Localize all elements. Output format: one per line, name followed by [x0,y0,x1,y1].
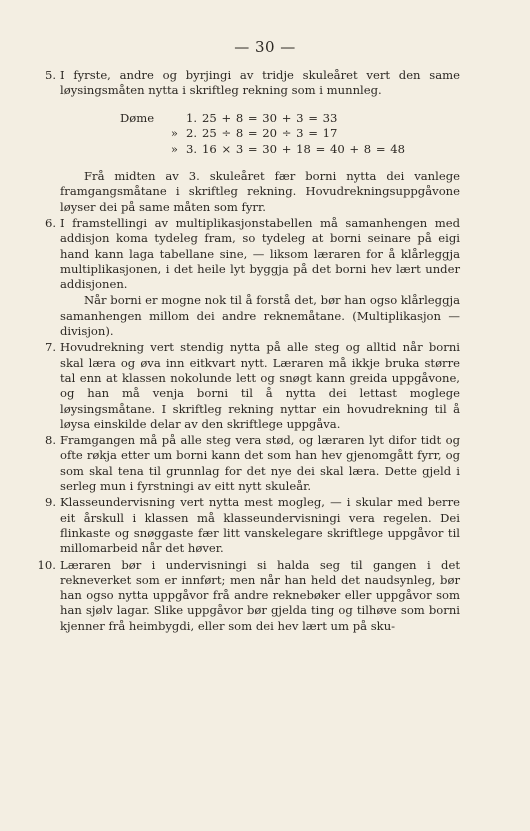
item-number: 5. [44,68,56,82]
item-text: Læraren bør i undervisningi si halda seg til gangen i det rekneverket som er innført; men når han held det naudsynleg, bør han ogso nytta uppgåvor frå andre reknebøker eller uppgåvor som han sjølv lagar. Slike uppgåvor bør gjelda ting og tilhøve som borni kjenner frå heimbygdi, eller som dei hev lært um på sku- [60,557,460,633]
example-expression: 16 × 3 = 30 + 18 = 40 + 8 = 48 [202,141,406,156]
list-item-5 [44,68,460,99]
example-expression: 25 + 8 = 30 + 3 = 33 [202,110,338,125]
list-item-10 [37,557,460,634]
item-number: 10. [37,557,56,572]
list-item-6 [44,215,460,339]
item-text: Hovudrekning vert stendig nytta på alle steg og alltid når borni skal læra og øva inn eitkvart nytt. Læraren må ikkje bruka større tal enn at klassen nokolunde lett og snøgt kann greida uppgåvone, og han må venja borni til å nytta dei lettast moglege løysingsmåtane. I skriftleg rekning nyttar ein hovudrekning til å løysa einskilde delar av den skriftlege uppgåva. [60,340,460,431]
examples-block [60,111,460,158]
item-number: 8. [44,433,56,448]
list-item-7 [44,340,460,432]
example-number: 2. [186,126,198,141]
example-row [60,111,460,127]
list-item-9 [44,495,460,556]
page-number: — 30 — [234,38,296,56]
paragraph: Frå midten av 3. skuleåret fær borni nytta dei vanlege framgangsmåtane i skriftleg rekning. Hovudrekningsuppgåvone løyser dei på same måten som fyrr. [60,169,460,214]
item-number: 6. [44,215,56,230]
example-number: 3. [186,141,198,156]
example-row [60,142,460,158]
list-item-8 [44,433,460,494]
example-label: » [170,141,178,156]
item-text: Framgangen må på alle steg vera stød, og læraren lyt difor tidt og ofte røkja etter um borni kann det som han hev gjenomgått fyrr, og som skal tena til grunnlag for det nye dei skal læra. Dette gjeld i serleg mun i fyrstningi av eitt nytt skuleår. [60,433,460,494]
example-label: » [170,126,178,141]
item-continuation: Når borni er mogne nok til å forstå det, bør han ogso klårleggja samanhengen millom dei andre reknemåtane. (Multiplikasjon — divisjon). [60,293,460,339]
example-row [60,126,460,142]
item-text: Klasseundervisning vert nytta mest mogleg, — i skular med berre eit årskull i klassen må klasseundervisningi vera regelen. Dei flinkaste og snøggaste fær litt vanskelegare skriftlege uppgåvor til millomarbeid når det høver. [60,495,460,556]
item-number: 7. [44,340,56,355]
example-label: Døme [120,110,155,125]
item-text: I framstellingi av multiplikasjonstabellen må samanhengen med addisjon koma tydeleg fram, so tydeleg at borni seinare på eigi hand kann laga tabellane sine, — liksom læraren for å klårleggja multiplikasjonen, i det heile lyt byggja på det borni hev lært under addisjonen. [60,215,460,292]
example-number: 1. [186,110,198,125]
item-number: 9. [44,495,56,510]
page-body [37,68,460,634]
item-text: I fyrste, andre og byrjingi av tridje skuleåret vert den same løysingsmåten nytta i skriftleg rekning som i munnleg. [60,68,460,98]
example-expression: 25 ÷ 8 = 20 ÷ 3 = 17 [202,126,338,141]
